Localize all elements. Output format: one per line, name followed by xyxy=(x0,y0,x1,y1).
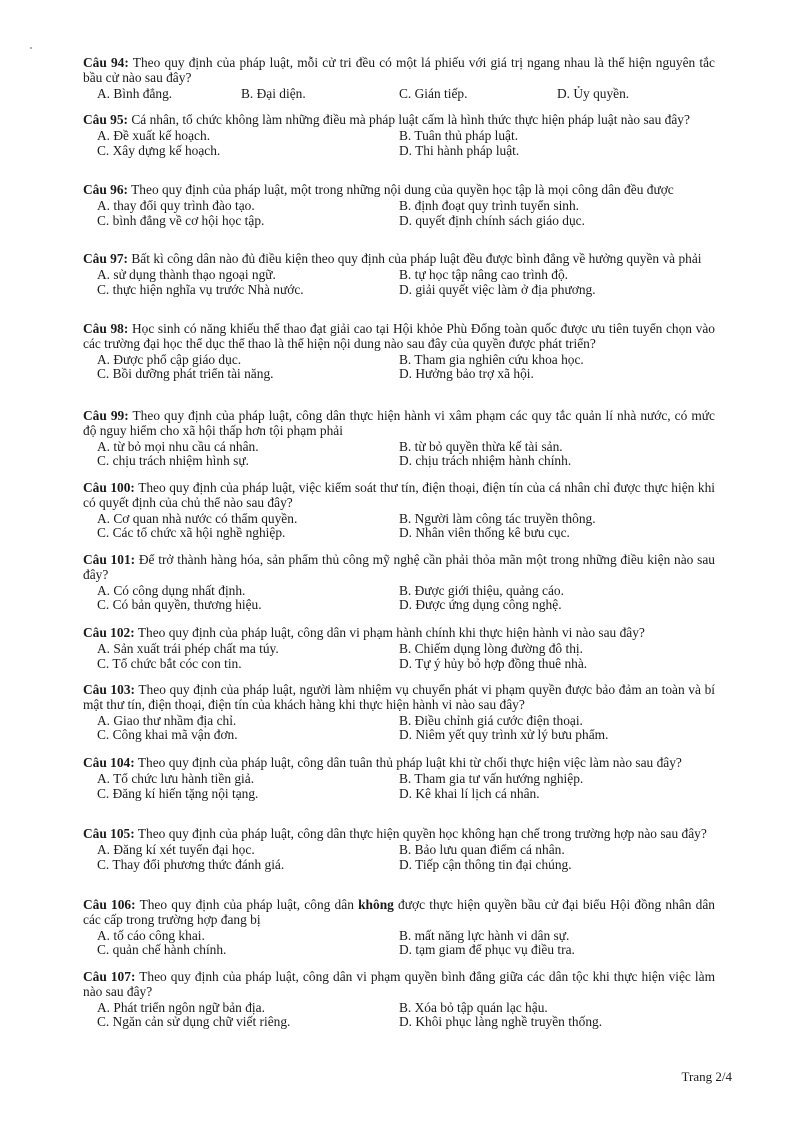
option-a: A. Được phổ cập giáo dục. xyxy=(97,351,242,367)
option-c: C. Bồi dưỡng phát triển tài năng. xyxy=(97,366,274,382)
option-d: D. Niêm yết quy trình xử lý bưu phẩm. xyxy=(399,727,609,743)
option-c: C. Đăng kí hiến tặng nội tạng. xyxy=(97,785,259,801)
option-a: A. Giao thư nhầm địa chỉ. xyxy=(97,712,237,728)
option-a: A. tố cáo công khai. xyxy=(97,927,205,943)
option-d: D. Ủy quyền. xyxy=(557,85,630,101)
question-stem: Câu 96: Theo quy định của pháp luật, một trong những nội dung của quyền học tập là mọi công dân đều được xyxy=(83,182,674,197)
page-number: Trang 2/4 xyxy=(681,1069,732,1084)
option-a: A. Cơ quan nhà nước có thẩm quyền. xyxy=(97,510,298,526)
question-107 xyxy=(83,970,715,1030)
question-105 xyxy=(83,827,715,872)
question-number: Câu 104: xyxy=(83,755,135,770)
option-b: B. Bảo lưu quan điểm cá nhân. xyxy=(399,842,565,858)
options xyxy=(83,929,715,958)
option-b: B. mất năng lực hành vi dân sự. xyxy=(399,927,570,943)
question-stem: Câu 102: Theo quy định của pháp luật, công dân vi phạm hành chính khi thực hiện hành vi nào sau đây? xyxy=(83,625,645,640)
question-99 xyxy=(83,409,715,469)
option-d: D. Được ứng dụng công nghệ. xyxy=(399,597,562,613)
option-c: C. Gián tiếp. xyxy=(399,85,468,101)
question-stem: Câu 105: Theo quy định của pháp luật, công dân thực hiện quyền học không hạn chế trong trường hợp nào sau đây? xyxy=(83,826,707,841)
option-b: B. Được giới thiệu, quảng cáo. xyxy=(399,582,564,598)
option-c: C. Công khai mã vận đơn. xyxy=(97,727,238,743)
question-103 xyxy=(83,683,715,743)
option-a: A. Sản xuất trái phép chất ma túy. xyxy=(97,641,279,657)
options xyxy=(83,268,715,297)
question-98 xyxy=(83,322,715,382)
option-d: D. Khôi phục làng nghề truyền thống. xyxy=(399,1014,603,1030)
question-number: Câu 100: xyxy=(83,480,135,495)
option-d: D. quyết định chính sách giáo dục. xyxy=(399,212,585,228)
question-number: Câu 99: xyxy=(83,408,129,423)
option-b: B. Xóa bỏ tập quán lạc hậu. xyxy=(399,999,548,1015)
option-c: C. Thay đổi phương thức đánh giá. xyxy=(97,856,285,872)
option-d: D. Tiếp cận thông tin đại chúng. xyxy=(399,856,572,872)
option-c: C. chịu trách nhiệm hình sự. xyxy=(97,453,249,469)
option-b: B. tự học tập nâng cao trình độ. xyxy=(399,267,569,283)
option-a: A. Bình đẳng. xyxy=(97,85,173,101)
question-number: Câu 101: xyxy=(83,552,136,567)
option-b: B. Người làm công tác truyền thông. xyxy=(399,510,596,526)
question-104 xyxy=(83,756,715,801)
question-stem: Câu 107: Theo quy định của pháp luật, công dân vi phạm quyền bình đẳng giữa các dân tộc khi thực hiện việc làm nào sau đây? xyxy=(83,969,715,999)
options xyxy=(83,714,715,743)
question-stem: Câu 98: Học sinh có năng khiếu thể thao đạt giải cao tại Hội khỏe Phù Đổng toàn quốc được ưu tiên tuyển chọn vào các trường đại học thể dục thể thao là thể hiện nội dung nào sau đây của quyền được phát triển? xyxy=(83,321,715,351)
options xyxy=(83,512,715,541)
option-a: A. từ bỏ mọi nhu cầu cá nhân. xyxy=(97,438,259,454)
question-100 xyxy=(83,481,715,541)
options xyxy=(83,353,715,382)
option-a: A. sử dụng thành thạo ngoại ngữ. xyxy=(97,267,276,283)
option-b: B. định đoạt quy trình tuyển sinh. xyxy=(399,198,580,214)
options xyxy=(83,199,715,228)
options xyxy=(83,772,715,801)
option-d: D. Hưởng bảo trợ xã hội. xyxy=(399,366,534,382)
option-c: C. Có bản quyền, thương hiệu. xyxy=(97,597,262,613)
question-number: Câu 97: xyxy=(83,251,129,266)
scan-speck xyxy=(30,47,32,49)
question-number: Câu 96: xyxy=(83,182,129,197)
question-stem: Câu 97: Bất kì công dân nào đủ điều kiện theo quy định của pháp luật đều được bình đẳng về hưởng quyền và phải xyxy=(83,251,702,266)
question-stem: Câu 94: Theo quy định của pháp luật, mỗi cử tri đều có một lá phiếu với giá trị ngang nhau là thể hiện nguyên tắc bầu cử nào sau đây? xyxy=(83,55,715,85)
options xyxy=(83,584,715,613)
option-b: B. Tham gia nghiên cứu khoa học. xyxy=(399,351,584,367)
option-d: D. Nhân viên thống kê bưu cục. xyxy=(399,525,570,541)
options xyxy=(83,1001,715,1030)
option-a: A. Có công dụng nhất định. xyxy=(97,582,246,598)
question-96 xyxy=(83,183,715,228)
question-number: Câu 98: xyxy=(83,321,129,336)
option-d: D. Thi hành pháp luật. xyxy=(399,142,520,158)
options xyxy=(83,440,715,469)
option-a: A. thay đổi quy trình đào tạo. xyxy=(97,198,255,214)
option-a: A. Đăng kí xét tuyển đại học. xyxy=(97,842,255,858)
question-number: Câu 94: xyxy=(83,55,129,70)
option-b: B. Chiếm dụng lòng đường đô thị. xyxy=(399,641,583,657)
options xyxy=(83,87,715,102)
question-number: Câu 106: xyxy=(83,897,136,912)
option-c: C. Xây dựng kế hoạch. xyxy=(97,142,221,158)
option-d: D. chịu trách nhiệm hành chính. xyxy=(399,453,572,469)
option-c: C. quản chế hành chính. xyxy=(97,942,227,958)
option-b: B. Đại diện. xyxy=(241,85,306,101)
option-d: D. Kê khai lí lịch cá nhân. xyxy=(399,785,540,801)
question-94 xyxy=(83,56,715,101)
option-b: B. Điều chỉnh giá cước điện thoại. xyxy=(399,712,583,728)
question-stem: Câu 106: Theo quy định của pháp luật, công dân không được thực hiện quyền bầu cử đại biểu Hội đồng nhân dân các cấp trong trường hợp đang bị xyxy=(83,897,715,927)
question-number: Câu 95: xyxy=(83,112,129,127)
option-d: D. giải quyết việc làm ở địa phương. xyxy=(399,281,596,297)
emphasis-not: không xyxy=(358,897,394,912)
option-b: B. Tuân thủ pháp luật. xyxy=(399,128,519,144)
option-a: A. Tổ chức lưu hành tiền giả. xyxy=(97,771,255,787)
question-97 xyxy=(83,252,715,297)
options xyxy=(83,129,715,158)
option-c: C. thực hiện nghĩa vụ trước Nhà nước. xyxy=(97,281,304,297)
options xyxy=(83,642,715,671)
question-stem: Câu 99: Theo quy định của pháp luật, công dân thực hiện hành vi xâm phạm các quy tắc quản lí nhà nước, có mức độ nguy hiểm cho xã hội thấp hơn tội phạm phải xyxy=(83,408,715,438)
option-c: C. Tổ chức bắt cóc con tin. xyxy=(97,655,242,671)
question-102 xyxy=(83,626,715,671)
question-stem: Câu 103: Theo quy định của pháp luật, người làm nhiệm vụ chuyển phát vi phạm quyền được bảo đảm an toàn và bí mật thư tín, điện thoại, điện tín của khách hàng khi thực hiện hành vi nào sau đây? xyxy=(83,682,715,712)
option-a: A. Đề xuất kế hoạch. xyxy=(97,128,211,144)
question-number: Câu 102: xyxy=(83,625,135,640)
question-stem: Câu 95: Cá nhân, tổ chức không làm những điều mà pháp luật cấm là hình thức thực hiện pháp luật nào sau đây? xyxy=(83,112,690,127)
question-101 xyxy=(83,553,715,613)
option-d: D. Tự ý hủy bỏ hợp đồng thuê nhà. xyxy=(399,655,588,671)
question-number: Câu 107: xyxy=(83,969,136,984)
question-stem: Câu 100: Theo quy định của pháp luật, việc kiểm soát thư tín, điện thoại, điện tín của cá nhân chỉ được thực hiện khi có quyết định của chủ thể nào sau đây? xyxy=(83,480,715,510)
question-number: Câu 105: xyxy=(83,826,135,841)
question-stem: Câu 104: Theo quy định của pháp luật, công dân tuân thủ pháp luật khi từ chối thực hiện việc làm nào sau đây? xyxy=(83,755,682,770)
question-stem: Câu 101: Để trở thành hàng hóa, sản phẩm thủ công mỹ nghệ cần phải thỏa mãn một trong những điều kiện nào sau đây? xyxy=(83,552,715,582)
question-number: Câu 103: xyxy=(83,682,135,697)
option-b: B. từ bỏ quyền thừa kế tài sản. xyxy=(399,438,563,454)
option-c: C. bình đẳng về cơ hội học tập. xyxy=(97,212,265,228)
option-a: A. Phát triển ngôn ngữ bản địa. xyxy=(97,999,265,1015)
question-106 xyxy=(83,898,715,958)
options xyxy=(83,843,715,872)
option-d: D. tạm giam để phục vụ điều tra. xyxy=(399,942,575,958)
option-b: B. Tham gia tư vấn hướng nghiệp. xyxy=(399,771,584,787)
option-c: C. Ngăn cản sử dụng chữ viết riêng. xyxy=(97,1014,291,1030)
option-c: C. Các tổ chức xã hội nghề nghiệp. xyxy=(97,525,286,541)
question-95 xyxy=(83,113,715,158)
